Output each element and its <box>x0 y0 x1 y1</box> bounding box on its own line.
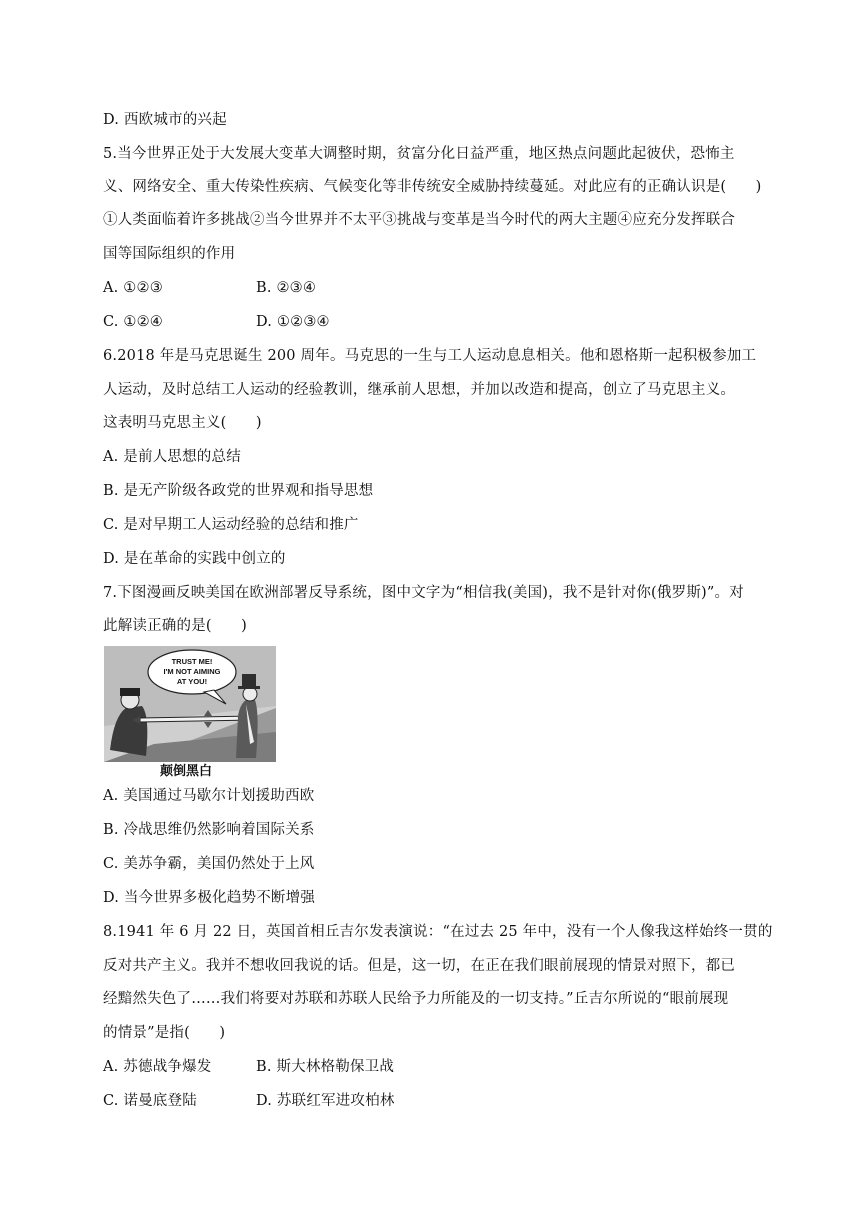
q5-stem-line-1: 5.当今世界正处于大发展大变革大调整时期，贫富分化日益严重，地区热点问题此起彼伏，恐怖主 <box>103 146 735 162</box>
cartoon-drawing <box>104 646 276 762</box>
q6-stem-line-1: 6.2018 年是马克思诞生 200 周年。马克思的一生与工人运动息息相关。他和恩格斯一起积极参加工 <box>103 348 757 364</box>
bubble-text-line-3: AT YOU! <box>176 677 208 686</box>
q5-option-c: C. ①②④ <box>103 314 163 330</box>
q7-stem-line-1: 7.下图漫画反映美国在欧洲部署反导系统，图中文字为“相信我(美国)，我不是针对你(俄罗斯)”。对 <box>103 585 744 601</box>
q7-stem-line-2: 此解读正确的是( ) <box>103 618 248 634</box>
q6-option-c: C. 是对早期工人运动经验的总结和推广 <box>103 517 359 533</box>
bubble-text-line-2: I'M NOT AIMING <box>163 667 221 676</box>
bubble-text-line-1: TRUST ME! <box>171 657 213 666</box>
q8-stem-line-4: 的情景”是指( ) <box>103 1025 226 1041</box>
q5-stem-line-3: ①人类面临着许多挑战②当今世界并不太平③挑战与变革是当今时代的两大主题④应充分发挥联合 <box>103 212 736 228</box>
q8-option-b: B. 斯大林格勒保卫战 <box>256 1059 395 1075</box>
q5-stem-line-2: 义、网络安全、重大传染性疾病、气候变化等非传统安全威胁持续蔓延。对此应有的正确认识是( ) <box>103 179 762 195</box>
q7-option-a: A. 美国通过马歇尔计划援助西欧 <box>103 788 315 804</box>
q6-option-d: D. 是在革命的实践中创立的 <box>103 551 286 567</box>
cartoon-image <box>104 646 276 762</box>
q8-option-a: A. 苏德战争爆发 <box>103 1059 212 1075</box>
q8-stem-line-3: 经黯然失色了……我们将要对苏联和苏联人民给予力所能及的一切支持。”丘吉尔所说的“眼前展现 <box>103 991 729 1007</box>
q6-option-b: B. 是无产阶级各政党的世界观和指导思想 <box>103 483 374 499</box>
q6-stem-line-2: 人运动，及时总结工人运动的经验教训，继承前人思想，并加以改造和提高，创立了马克思主义。 <box>103 382 736 398</box>
q7-option-b: B. 冷战思维仍然影响着国际关系 <box>103 822 315 838</box>
q7-option-d: D. 当今世界多极化趋势不断增强 <box>103 890 316 906</box>
cartoon-caption: 颠倒黑白 <box>160 764 213 779</box>
q5-option-d: D. ①②③④ <box>256 314 330 330</box>
q6-option-a: A. 是前人思想的总结 <box>103 449 241 465</box>
q8-stem-line-1: 8.1941 年 6 月 22 日，英国首相丘吉尔发表演说：“在过去 25 年中，没有一个人像我这样始终一贯的 <box>103 924 773 940</box>
q4-option-d: D. 西欧城市的兴起 <box>103 112 227 128</box>
q7-option-c: C. 美苏争霸，美国仍然处于上风 <box>103 856 315 872</box>
q5-option-a: A. ①②③ <box>103 280 163 296</box>
q8-option-d: D. 苏联红军进攻柏林 <box>256 1093 395 1109</box>
q5-stem-line-4: 国等国际组织的作用 <box>103 246 236 262</box>
q8-option-c: C. 诺曼底登陆 <box>103 1093 197 1109</box>
q5-option-b: B. ②③④ <box>256 280 317 296</box>
q8-stem-line-2: 反对共产主义。我并不想收回我说的话。但是，这一切，在正在我们眼前展现的情景对照下，都已 <box>103 958 736 974</box>
q6-stem-line-3: 这表明马克思主义( ) <box>103 415 262 431</box>
